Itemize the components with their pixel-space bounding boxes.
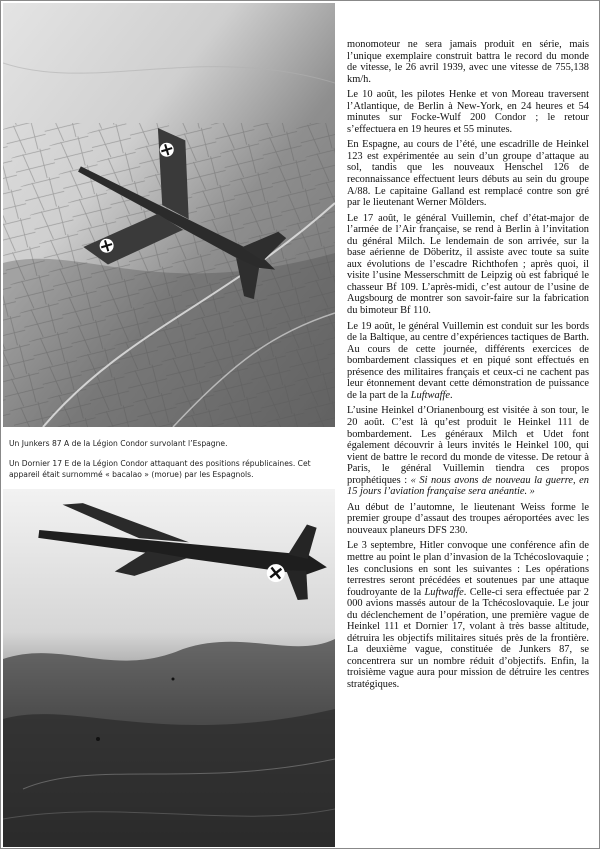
article-paragraph bbox=[347, 213, 589, 317]
italic-text: « Si nous avons de nouveau la guerre, en 15 jours l’aviation française sera anéantie. » bbox=[347, 474, 589, 498]
paragraph-text: L’usine Heinkel d’Orianenbourg est visitée à son tour, le 20 août. C’est là qu’est produit le Heinkel 111 de bombardement. Les généraux Milch et Udet font également découvrir à leurs invités le Heinkel 100, qui vient de battre le record du monde de vitesse. De retour à Paris, le général Vuillemin tiendra ces propos prophétiques : bbox=[347, 405, 589, 486]
photo-junkers-87 bbox=[3, 3, 335, 427]
paragraph-text: . Celle-ci sera effectuée par 2 000 avions massés autour de la Tchécoslovaquie. Le jour du déclenchement de l’opération, une première vague de Heinkel 111 et Dornier 17, volant à très basse altitude, détruira les objectifs militaires situés près de la frontière. La deuxième vague, constituée de Junkers 87, se concentrera sur un nombre réduit d’objectifs. Enfin, la troisième vague aura pour mission de détruire les centres stratégiques. bbox=[347, 586, 589, 690]
caption-junkers-87: Un Junkers 87 A de la Légion Condor survolant l’Espagne. bbox=[9, 439, 228, 448]
paragraph-text: Le 3 septembre, Hitler convoque une conférence afin de mettre au point le plan d’invasion de la Tchécoslovaquie ; les conclusions en sont les suivantes : Les opérations terrestres seront précédées et soutenues par une attaque foudroyante de la bbox=[347, 540, 589, 598]
paragraph-text: En Espagne, au cours de l’été, une escadrille de Heinkel 123 est expérimentée au sein d’un groupe d’attaque au sol, tandis que les nouveaux Henschel 126 de reconnaissance effectuent leurs débuts au sein du groupe A/88. Le capitaine Galland est remplacé contre son gré par le lieutenant Werner Mölders. bbox=[347, 139, 589, 209]
article-paragraph bbox=[347, 502, 589, 537]
attack-photo-image bbox=[3, 489, 335, 847]
article-paragraph bbox=[347, 405, 589, 497]
paragraph-text: Au début de l’automne, le lieutenant Weiss forme le premier groupe d’assaut des troupes aéroportées avec les nouveaux planeurs DFS 230. bbox=[347, 501, 589, 536]
article-paragraph bbox=[347, 540, 589, 690]
caption-dornier-17: Un Dornier 17 E de la Légion Condor attaquant des positions républicaines. Cet appareil était surnommé « bacalao » (morue) par les Espagnols. bbox=[9, 459, 311, 479]
article-text-column bbox=[347, 39, 589, 695]
aerial-photo-image bbox=[3, 3, 335, 427]
italic-text: Luftwaffe bbox=[410, 389, 451, 401]
article-paragraph bbox=[347, 39, 589, 85]
paragraph-text: Le 19 août, le général Vuillemin est conduit sur les bords de la Baltique, au centre d’expériences tactiques de Barth. Au cours de cette journée, différents exercices de bombardement classiques et en piqué sont effectués en présence des militaires français et ceux-ci ne cachent pas leur étonnement devant cette démonstration de puissance de la part de la bbox=[347, 320, 589, 401]
paragraph-text: monomoteur ne sera jamais produit en série, mais l’unique exemplaire construit battra le record du monde de vitesse, le 26 avril 1939, avec une vitesse de 755,138 km/h. bbox=[347, 39, 589, 85]
paragraph-text: Le 17 août, le général Vuillemin, chef d’état-major de l’armée de l’Air française, se rend à Berlin à l’invitation du général Milch. Le lendemain de son arrivée, sur la base aérienne de Döberitz, il assiste avec toute sa suite aux évolutions de l’escadre Richthofen ; après quoi, il visite l’usine Messerschmitt de Leipzig où est fabriqué le chasseur Bf 109. L’après-midi, c’est autour de l’usine de Augsbourg de montrer son savoir-faire sur la fabrication du bimoteur Bf 110. bbox=[347, 212, 589, 317]
paragraph-text: . bbox=[450, 389, 453, 401]
article-paragraph bbox=[347, 321, 589, 402]
article-paragraph bbox=[347, 139, 589, 208]
italic-text: Luftwaffe bbox=[424, 586, 464, 598]
photo-dornier-17 bbox=[3, 489, 335, 847]
article-paragraph bbox=[347, 89, 589, 135]
paragraph-text: Le 10 août, les pilotes Henke et von Moreau traversent l’Atlantique, de Berlin à New-York, en 24 heures et 54 minutes sur Focke-Wulf 200 Condor ; le retour s’effectuera en 19 heures et 55 minutes. bbox=[347, 89, 589, 135]
